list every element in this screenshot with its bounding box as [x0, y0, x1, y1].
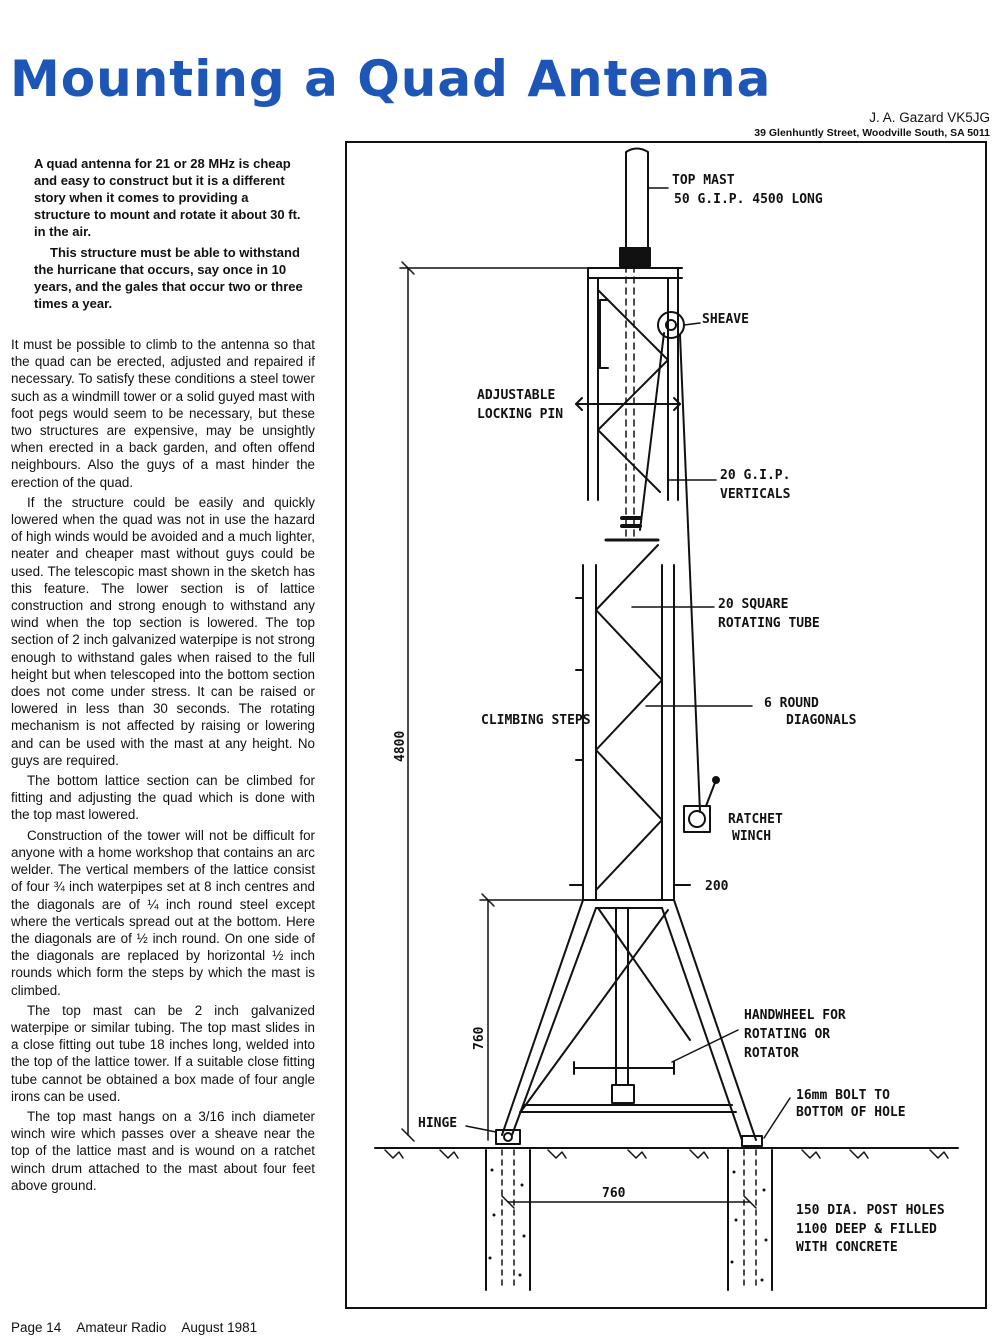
- top-mast: [620, 149, 650, 267]
- intro-paragraph: A quad antenna for 21 or 28 MHz is cheap and easy to construct but it is a different story when it comes to providing a structure to mount and rotate it about 30 ft. in the air.: [34, 156, 301, 239]
- rotating-tube-label: ROTATING TUBE: [718, 616, 820, 631]
- handwheel-label: ROTATING OR: [744, 1027, 831, 1042]
- handwheel-label: HANDWHEEL FOR: [744, 1008, 846, 1023]
- body-paragraph: The bottom lattice section can be climbed for fitting and adjusting the quad which is done with the top mast lowered.: [11, 773, 315, 823]
- body-paragraph: If the structure could be easily and quickly lowered when the quad was not in use the hazard of high winds would be avoided and a much lighter, neater and cheaper mast without guys could be used. The telescopic mast shown in the sketch has this feature. The lower section is of lattice construction and strong enough to withstand any wind when the top section is lowered. The top section of 2 inch galvanized waterpipe is not strong enough to withstand gales when raised to the full height but when telescoped into the bottom section does not come under stress. It can be raised or lowered in less than 30 seconds. The rotating mechanism is not affected by raising or lowering and can be used with the mast at any height. No guys are required.: [11, 494, 315, 768]
- article-title: Mounting a Quad Antenna: [10, 50, 772, 108]
- ratchet-winch: [684, 777, 719, 832]
- magazine-name: Amateur Radio: [76, 1320, 167, 1335]
- hinge: [496, 1130, 762, 1146]
- dim-760-horizontal-line: [502, 1196, 756, 1208]
- body-paragraph: It must be possible to climb to the antenna so that the quad can be erected, adjusted and repaired if necessary. To satisfy these conditions a steel tower such as a windmill tower or a solid guyed mast with foot pegs would seem to be necessary, but these two structures are expensive, may be unsightly when erected in a back garden, and often offend neighbours. Also the guys of a mast hinder the erection of the quad.: [11, 337, 315, 490]
- locking-pin-label: LOCKING PIN: [477, 407, 564, 422]
- post-holes-label: WITH CONCRETE: [796, 1240, 898, 1255]
- bolt-label: 16mm BOLT TO: [796, 1088, 890, 1103]
- splayed-base: [502, 900, 756, 1140]
- diagonals-label: DIAGONALS: [786, 713, 857, 728]
- dim-4800-label: 4800: [393, 730, 408, 762]
- dim-760-vertical-label: 760: [472, 1026, 487, 1050]
- dim-760-vertical-line: [480, 894, 583, 1140]
- sheave-label: SHEAVE: [702, 312, 749, 327]
- bolt-label: BOTTOM OF HOLE: [796, 1105, 906, 1120]
- rotating-tube-label: 20 SQUARE: [718, 597, 789, 612]
- page-number: Page 14: [11, 1320, 62, 1335]
- winch-wire: [680, 335, 700, 812]
- lower-lattice: [576, 545, 674, 900]
- hinge-label: HINGE: [418, 1116, 458, 1131]
- ratchet-winch-label: WINCH: [732, 829, 772, 844]
- handwheel: [574, 1062, 674, 1074]
- handwheel-label: ROTATOR: [744, 1046, 799, 1061]
- dim-200-label: 200: [705, 879, 729, 894]
- intro-paragraph: This structure must be able to withstand the hurricane that occurs, say once in 10 years, and the gales that occur two or three times a year.: [34, 245, 303, 311]
- diagonals-label: 6 ROUND: [764, 696, 819, 711]
- verticals-label: VERTICALS: [720, 487, 791, 502]
- body-paragraph: The top mast hangs on a 3/16 inch diameter winch wire which passes over a sheave near the top of the lattice mast and is wound on a ratchet winch drum attached to the mast about four feet above ground.: [11, 1108, 315, 1193]
- verticals-label: 20 G.I.P.: [720, 468, 791, 483]
- post-holes-label: 150 DIA. POST HOLES: [796, 1203, 945, 1218]
- body-paragraph: Construction of the tower will not be difficult for anyone with a home workshop that contains an arc welder. The vertical members of the lattice consist of four ¾ inch waterpipes set at 8 inch centres and the diagonals are of ¼ inch round steel except where the verticals spread out at the bottom. Here the diagonals are of ½ inch round. On one side of the diagonals are replaced by horizontal ½ inch rounds which form the steps by which the mast is climbed.: [11, 827, 315, 998]
- climbing-steps-label: CLIMBING STEPS: [481, 713, 591, 728]
- author-name: J. A. Gazard VK5JG: [869, 110, 990, 125]
- ratchet-winch-label: RATCHET: [728, 812, 783, 827]
- post-holes-label: 1100 DEEP & FILLED: [796, 1222, 937, 1237]
- ground-hatching: [385, 1150, 948, 1158]
- dim-760-horizontal-label: 760: [602, 1186, 626, 1201]
- issue-date: August 1981: [181, 1320, 258, 1335]
- upper-lattice: [588, 268, 682, 500]
- winch-wire: [640, 333, 664, 530]
- body-paragraph: The top mast can be 2 inch galvanized waterpipe or similar tubing. The top mast slides in a close fitting out tube 18 inches long, welded into the top of the lattice tower. If a suitable close fitting tube cannot be obtained a box made of four angle irons can be used.: [11, 1002, 315, 1104]
- author-address: 39 Glenhuntly Street, Woodville South, SA 5011: [754, 127, 990, 139]
- top-mast-label: TOP MAST: [672, 173, 735, 188]
- locking-pin-label: ADJUSTABLE: [477, 388, 556, 403]
- top-mast-spec: 50 G.I.P. 4500 LONG: [674, 192, 823, 207]
